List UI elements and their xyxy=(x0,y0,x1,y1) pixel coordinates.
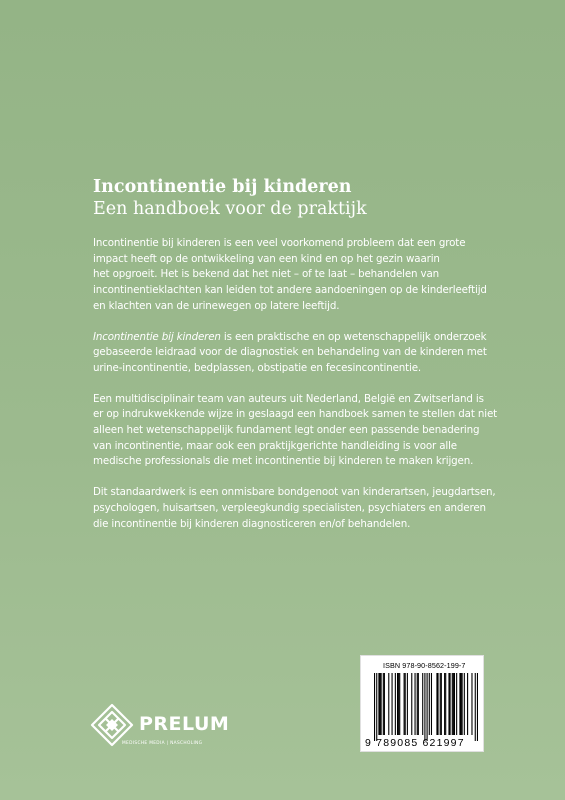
barcode-bar xyxy=(417,673,418,735)
publisher-name: PRELUM xyxy=(139,713,230,735)
barcode-bar xyxy=(454,673,455,735)
barcode-bar xyxy=(395,673,396,735)
blurb-line: en klachten van de urinewegen op latere leeftijd. xyxy=(93,299,340,312)
back-cover-text xyxy=(93,176,523,547)
barcode-bar xyxy=(397,673,398,735)
blurb-line: die incontinentie bij kinderen diagnosticeren en/of behandelen. xyxy=(93,517,411,530)
barcode-bar xyxy=(450,673,451,735)
barcode-bar xyxy=(422,673,423,735)
barcode-bars xyxy=(374,673,478,741)
blurb-line: Dit standaardwerk is een onmisbare bondgenoot van kinderartsen, jeugdartsen, xyxy=(93,486,496,499)
barcode-bar xyxy=(374,673,375,741)
barcode-bar xyxy=(475,673,476,741)
book-title: Incontinentie bij kinderen xyxy=(93,177,352,197)
barcode-bar xyxy=(411,673,412,735)
blurb-line: urine-incontinentie, bedplassen, obstipatie en fecesincontinentie. xyxy=(93,361,422,374)
barcode-bar xyxy=(477,673,478,741)
barcode-bar xyxy=(383,673,384,735)
barcode-bar xyxy=(378,673,379,735)
barcode-bar xyxy=(405,673,406,735)
barcode-bar xyxy=(392,673,393,735)
barcode-bar xyxy=(445,673,446,735)
barcode-bar xyxy=(418,673,419,735)
blurb-line: Een multidisciplinair team van auteurs uit Nederland, België en Zwitserland is xyxy=(93,392,484,405)
barcode-bar xyxy=(448,673,449,735)
barcode-bar xyxy=(429,673,430,735)
barcode-bar xyxy=(407,673,408,735)
barcode-bar xyxy=(456,673,457,735)
barcode-bar xyxy=(431,673,432,735)
blurb-line: incontinentieklachten kan leiden tot andere aandoeningen op de kinderleeftijd xyxy=(93,284,487,297)
barcode-bar xyxy=(424,673,425,741)
publisher-logo xyxy=(90,703,230,753)
blurb-line: impact heeft op de ontwikkeling van een kind en op het gezin waarin xyxy=(93,252,440,265)
barcode-bar xyxy=(462,673,463,735)
barcode-bar xyxy=(452,673,453,735)
blurb-paragraph-3 xyxy=(93,392,523,471)
blurb-line: Incontinentie bij kinderen is een veel voorkomend probleem dat een grote xyxy=(93,237,466,249)
blurb-line: het opgroeit. Het is bekend dat het niet – of te laat – behandelen van xyxy=(93,268,440,281)
barcode-bar xyxy=(437,673,438,735)
publisher-tagline: MEDISCHE MEDIA | NASCHOLING xyxy=(122,741,203,746)
blurb-paragraph-4 xyxy=(93,485,523,532)
barcode-bar xyxy=(471,673,472,735)
isbn-label: ISBN 978-90-8562-199-7 xyxy=(383,661,466,670)
barcode-bar xyxy=(381,673,382,735)
blurb-line: er op indrukwekkende wijze in geslaagd een handboek samen te stellen dat niet xyxy=(93,408,498,421)
book-title-italic: Incontinentie bij kinderen xyxy=(93,330,221,343)
barcode-bar xyxy=(384,673,385,735)
barcode-digits: 9 789085 621997 xyxy=(365,737,465,749)
blurb-line: alleen het wetenschappelijk fundament legt onder een passende benadering xyxy=(93,424,480,437)
barcode-bar xyxy=(459,673,460,735)
blurb-paragraph-2 xyxy=(93,330,523,377)
book-subtitle: Een handboek voor de praktijk xyxy=(93,199,367,219)
barcode-bar xyxy=(453,673,454,735)
barcode-bar xyxy=(376,673,377,741)
barcode-bar xyxy=(436,673,437,735)
blurb-line xyxy=(93,330,523,346)
blurb-paragraph-1 xyxy=(93,236,523,315)
blurb-line: gebaseerde leidraad voor de diagnostiek en behandeling van de kinderen met xyxy=(93,346,487,359)
blurb-line-rest: is een praktische en op wetenschappelijk onderzoek xyxy=(220,330,487,343)
blurb-line: medische professionals die met incontinentie bij kinderen te maken krijgen. xyxy=(93,455,474,468)
barcode-bar xyxy=(460,673,461,735)
barcode-bar xyxy=(444,673,445,735)
barcode-bar xyxy=(441,673,442,735)
blurb-line: van incontinentie, maar ook een praktijkgerichte handleiding is voor alle xyxy=(93,439,457,452)
barcode-bar xyxy=(427,673,428,741)
barcode-bar xyxy=(388,673,389,735)
barcode-bar xyxy=(399,673,400,735)
isbn-barcode xyxy=(360,655,484,752)
barcode-bar xyxy=(398,673,399,735)
blurb-line: psychologen, huisartsen, verpleegkundig specialisten, psychiaters en anderen xyxy=(93,501,486,514)
barcode-bar xyxy=(467,673,468,735)
barcode-bar xyxy=(440,673,441,735)
barcode-bar xyxy=(415,673,416,735)
barcode-bar xyxy=(464,673,465,735)
barcode-bar xyxy=(404,673,405,735)
barcode-bar xyxy=(379,673,380,735)
